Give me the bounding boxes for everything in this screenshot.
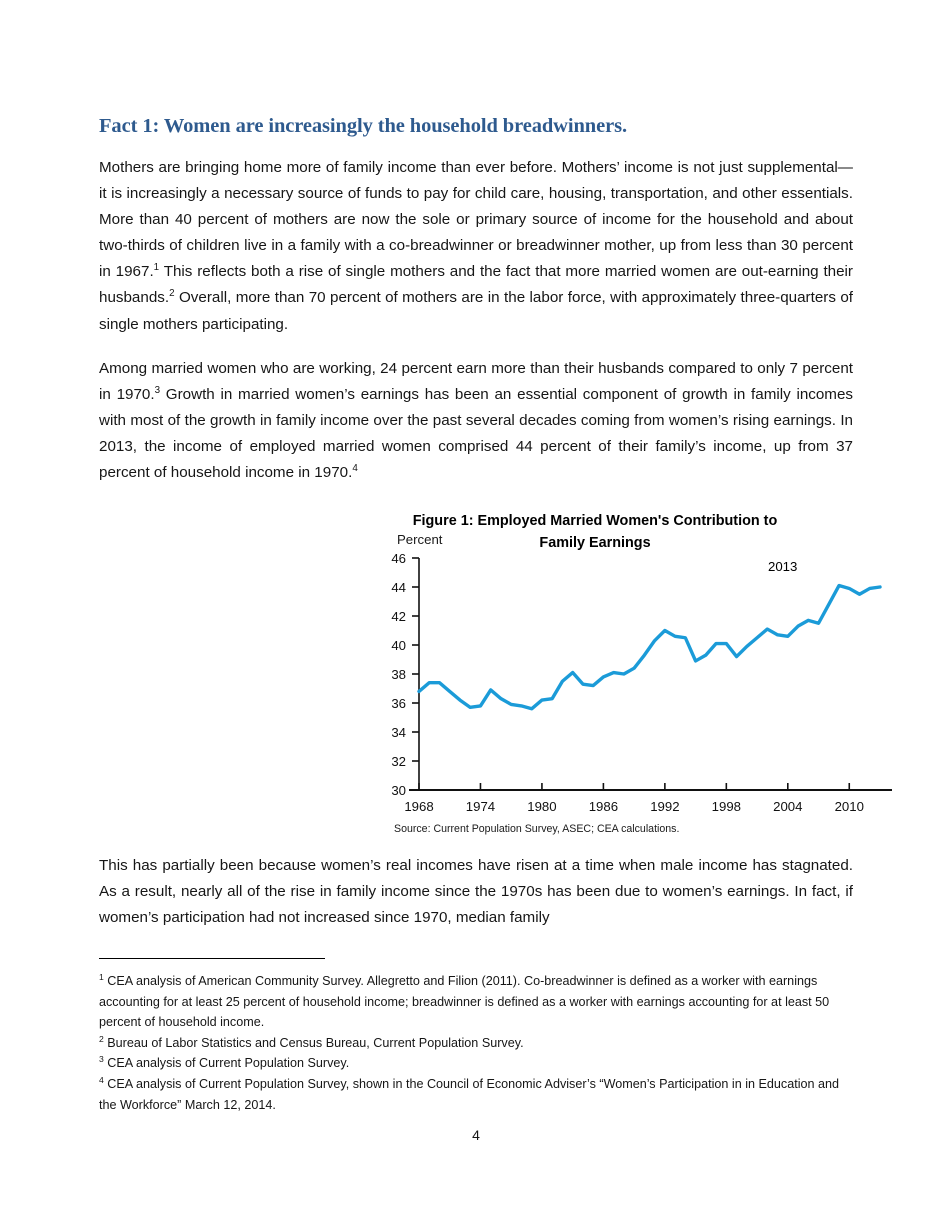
footnote-1-marker: 1 xyxy=(99,971,104,982)
footnote-2-marker: 2 xyxy=(99,1033,104,1044)
footnote-2 xyxy=(99,1033,853,1054)
svg-text:38: 38 xyxy=(391,667,406,682)
footnote-ref-4[interactable]: 4 xyxy=(352,463,358,475)
chart-annotation-2013: 2013 xyxy=(768,559,798,574)
line-chart xyxy=(295,550,895,820)
svg-text:1980: 1980 xyxy=(527,799,557,814)
svg-text:1992: 1992 xyxy=(650,799,680,814)
footnote-3 xyxy=(99,1053,853,1074)
figure-1 xyxy=(295,510,895,850)
footnote-4-text: CEA analysis of Current Population Survey, shown in the Council of Economic Adviser’s “Women’s Participation in in Education and the Workforce” March 12, 2014. xyxy=(99,1076,840,1112)
footnote-ref-1[interactable]: 1 xyxy=(153,262,160,274)
page-title: Fact 1: Women are increasingly the household breadwinners. xyxy=(99,114,627,137)
paragraph-2-text-b: Growth in married women’s earnings has been an essential component of growth in family incomes with most of the growth in family income over the past several decades coming from women’s rising earnings. In 2013, the income of employed married women comprised 44 percent of their family’s income, up from 37 percent of household income in 1970. xyxy=(99,386,853,482)
svg-text:36: 36 xyxy=(391,696,406,711)
svg-text:1986: 1986 xyxy=(588,799,619,814)
svg-text:32: 32 xyxy=(391,754,406,769)
footnote-4-marker: 4 xyxy=(99,1074,104,1085)
paragraph-1-text-c: Overall, more than 70 percent of mothers are in the labor force, with approximately three-quarters of single mothers participating. xyxy=(99,289,853,333)
footnote-3-marker: 3 xyxy=(99,1054,104,1065)
footnote-1-text: CEA analysis of American Community Survey. Allegretto and Filion (2011). Co-breadwinner is defined as a worker with earnings accounting for at least 25 percent of household income; breadwinner is defined as a worker with earnings accounting for at least 50 percent of household income. xyxy=(99,974,830,1030)
footnote-ref-2[interactable]: 2 xyxy=(169,288,175,300)
svg-text:1998: 1998 xyxy=(711,799,742,814)
svg-text:30: 30 xyxy=(391,783,406,798)
figure-title xyxy=(295,510,895,554)
svg-text:2004: 2004 xyxy=(773,799,803,814)
footnote-4 xyxy=(99,1074,853,1115)
paragraph-1 xyxy=(99,155,853,338)
svg-text:44: 44 xyxy=(391,580,406,595)
svg-text:34: 34 xyxy=(391,725,406,740)
figure-title-line-2: Family Earnings xyxy=(539,535,651,551)
figure-title-line-1: Figure 1: Employed Married Women's Contribution to xyxy=(412,513,778,529)
svg-text:2010: 2010 xyxy=(834,799,864,814)
y-axis-unit-label: Percent xyxy=(397,532,443,547)
svg-text:42: 42 xyxy=(391,609,406,624)
footnote-3-text: CEA analysis of Current Population Survey. xyxy=(103,1056,350,1071)
figure-source-note: Source: Current Population Survey, ASEC; CEA calculations. xyxy=(394,823,680,835)
paragraph-2-text-a: Among married women who are working, 24 percent earn more than their husbands compared to only 7 percent in 1970. xyxy=(99,360,853,404)
footnote-1 xyxy=(99,971,853,1033)
page-number: 4 xyxy=(472,1127,480,1143)
paragraph-3: This has partially been because women’s real incomes have risen at a time when male income has stagnated. As a result, nearly all of the rise in family income since the 1970s has been due to women’s earnings. In fact, if women’s participation had not increased since 1970, median family xyxy=(99,857,853,927)
paragraph-2 xyxy=(99,356,853,486)
paragraph-1-text-b: This reflects both a rise of single mothers and the fact that more married women are out-earning their husbands. xyxy=(99,263,853,307)
footnotes-section xyxy=(99,971,853,1115)
svg-text:40: 40 xyxy=(391,638,406,653)
svg-text:1974: 1974 xyxy=(465,799,496,814)
paragraph-1-text-a: Mothers are bringing home more of family income than ever before. Mothers’ income is not just supplemental—it is increasingly a necessary source of funds to pay for child care, housing, transportation, and other essentials. More than 40 percent of mothers are now the sole or primary source of income for the household and about two-thirds of children live in a family with a co-breadwinner or breadwinner mother, up from less than 30 percent in 1967. xyxy=(99,159,853,281)
footnote-separator xyxy=(99,958,325,959)
svg-text:46: 46 xyxy=(391,551,406,566)
footnote-ref-3[interactable]: 3 xyxy=(154,385,161,397)
svg-text:1968: 1968 xyxy=(404,799,434,814)
footnote-2-text: Bureau of Labor Statistics and Census Bureau, Current Population Survey. xyxy=(103,1035,524,1050)
